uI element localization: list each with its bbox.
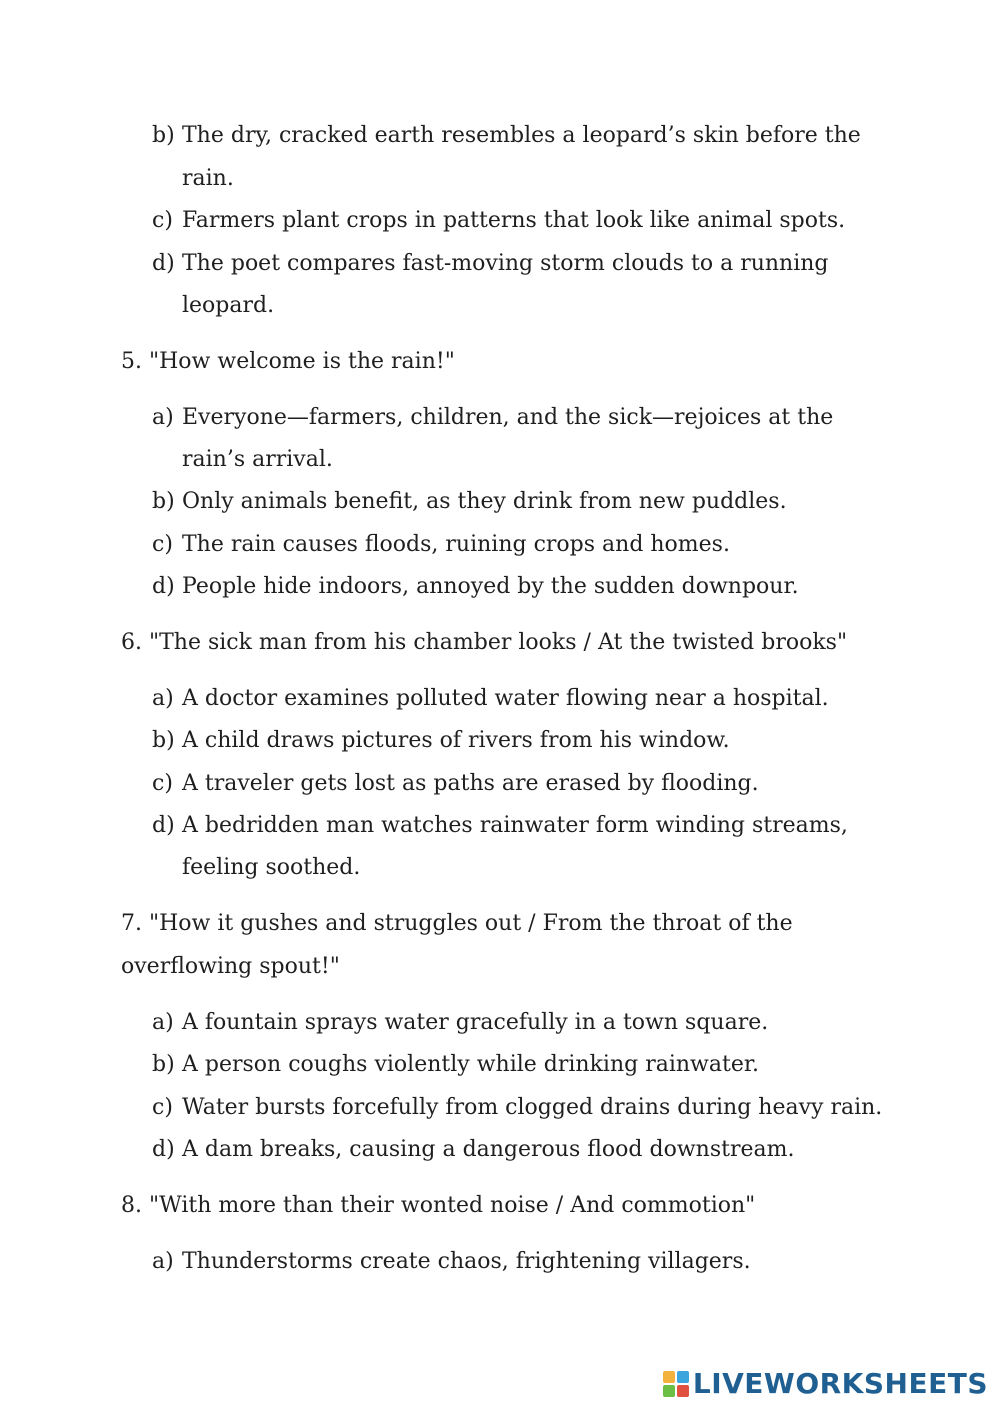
q6-option-d-text: A bedridden man watches rainwater form winding streams, [182, 813, 848, 838]
liveworksheets-logo-icon [663, 1371, 689, 1397]
q5-option-b-letter: b) [152, 489, 175, 514]
q5-option-d-letter: d) [152, 574, 175, 599]
liveworksheets-logo-text: LIVEWORKSHEETS [692, 1367, 988, 1400]
q5-question: 5. "How welcome is the rain!" [121, 349, 455, 374]
q6-option-a-text: A doctor examines polluted water flowing near a hospital. [182, 686, 829, 711]
q6-option-c-text: A traveler gets lost as paths are erased by flooding. [182, 771, 759, 796]
q5-option-c-letter: c) [152, 532, 173, 557]
q4-option-d-text-cont: leopard. [182, 293, 275, 318]
q4-option-b-text-cont: rain. [182, 166, 234, 191]
q8-question: 8. "With more than their wonted noise / And commotion" [121, 1193, 756, 1218]
q7-option-b-text: A person coughs violently while drinking rainwater. [182, 1052, 759, 1077]
q7-option-c-text: Water bursts forcefully from clogged drains during heavy rain. [182, 1095, 883, 1120]
q4-option-d-letter: d) [152, 251, 175, 276]
q5-option-b-text: Only animals benefit, as they drink from new puddles. [182, 489, 787, 514]
q7-option-d-text: A dam breaks, causing a dangerous flood downstream. [182, 1137, 795, 1162]
q4-option-b-letter: b) [152, 123, 175, 148]
q6-option-b-text: A child draws pictures of rivers from his window. [182, 728, 730, 753]
q6-option-a-letter: a) [152, 686, 174, 711]
q7-question-cont: overflowing spout!" [121, 954, 340, 979]
q6-option-d-letter: d) [152, 813, 175, 838]
q5-option-a-letter: a) [152, 405, 174, 430]
liveworksheets-logo[interactable] [663, 1367, 988, 1400]
q6-question: 6. "The sick man from his chamber looks / At the twisted brooks" [121, 630, 848, 655]
q4-option-c-letter: c) [152, 208, 173, 233]
q7-option-b-letter: b) [152, 1052, 175, 1077]
q5-option-a-text: Everyone—farmers, children, and the sick—rejoices at the [182, 405, 834, 430]
q8-option-a-text: Thunderstorms create chaos, frightening villagers. [182, 1249, 751, 1274]
q7-option-d-letter: d) [152, 1137, 175, 1162]
q4-option-c-text: Farmers plant crops in patterns that look like animal spots. [182, 208, 846, 233]
q6-option-d-text-cont: feeling soothed. [182, 855, 361, 880]
q4-option-d-text: The poet compares fast-moving storm clouds to a running [182, 251, 829, 276]
q7-option-c-letter: c) [152, 1095, 173, 1120]
q5-option-d-text: People hide indoors, annoyed by the sudden downpour. [182, 574, 799, 599]
q7-option-a-text: A fountain sprays water gracefully in a town square. [182, 1010, 769, 1035]
q7-option-a-letter: a) [152, 1010, 174, 1035]
q6-option-b-letter: b) [152, 728, 175, 753]
q5-option-c-text: The rain causes floods, ruining crops and homes. [182, 532, 730, 557]
q8-option-a-letter: a) [152, 1249, 174, 1274]
q6-option-c-letter: c) [152, 771, 173, 796]
q4-option-b-text: The dry, cracked earth resembles a leopard’s skin before the [182, 123, 861, 148]
q7-question: 7. "How it gushes and struggles out / From the throat of the [121, 911, 793, 936]
q5-option-a-text-cont: rain’s arrival. [182, 447, 333, 472]
